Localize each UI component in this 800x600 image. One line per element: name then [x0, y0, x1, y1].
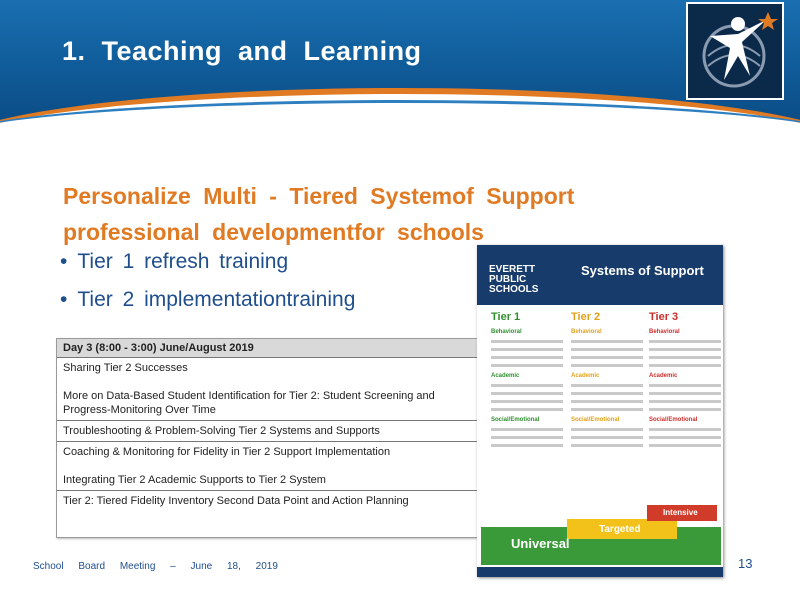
bullet-item: • Tier 1 refresh training — [60, 250, 355, 288]
slide-subtitle — [63, 178, 703, 250]
tier-label: Tier 3 — [649, 311, 679, 323]
section-label: Social/Emotional — [571, 417, 620, 423]
poster-column-tier1 — [491, 311, 563, 521]
section-label: Behavioral — [491, 329, 522, 335]
tier-label: Tier 2 — [571, 311, 601, 323]
poster-school-name: EVERETT PUBLIC SCHOOLS — [489, 264, 539, 295]
page-number: 13 — [738, 556, 753, 571]
slide-footer: School Board Meeting – June 18, 2019 — [33, 561, 278, 572]
section-label: Social/Emotional — [491, 417, 540, 423]
poster-pyramid — [477, 508, 723, 577]
section-label: Behavioral — [571, 329, 602, 335]
training-schedule-table — [56, 338, 478, 538]
level-label: Targeted — [599, 524, 641, 535]
poster-footer — [477, 567, 723, 577]
table-cell: Troubleshooting & Problem-Solving Tier 2 Systems and Supports — [63, 425, 380, 437]
table-row — [57, 491, 477, 511]
section-label: Academic — [491, 373, 520, 379]
poster-column-tier2 — [571, 311, 643, 521]
poster-column-tier3 — [649, 311, 721, 521]
section-label: Social/Emotional — [649, 417, 698, 423]
section-label: Behavioral — [649, 329, 680, 335]
table-cell: Tier 2: Tiered Fidelity Inventory Second Data Point and Action Planning — [63, 495, 409, 507]
table-row — [57, 358, 477, 421]
table-row — [57, 421, 477, 442]
level-label: Universal — [511, 536, 570, 551]
bullet-item: • Tier 2 implementationtraining — [60, 288, 355, 326]
table-cell: Integrating Tier 2 Academic Supports to Tier 2 System — [63, 474, 326, 486]
section-label: Academic — [571, 373, 600, 379]
table-cell: Sharing Tier 2 Successes — [63, 362, 188, 374]
logo-icon — [688, 4, 782, 98]
table-cell: More on Data-Based Student Identification for Tier 2: Student Screening and Progress-Monitoring Over Time — [63, 390, 435, 416]
tier-label: Tier 1 — [491, 311, 521, 323]
table-header: Day 3 (8:00 - 3:00) June/August 2019 — [57, 339, 477, 358]
bullet-list — [60, 250, 355, 326]
section-label: Academic — [649, 373, 678, 379]
level-label: Intensive — [663, 508, 698, 517]
table-row — [57, 442, 477, 491]
slide-title: 1. Teaching and Learning — [62, 36, 422, 66]
district-logo — [686, 2, 784, 100]
poster-title: Systems of Support — [581, 263, 704, 278]
subtitle-line-2: professional developmentfor schools — [63, 219, 484, 245]
table-cell: Coaching & Monitoring for Fidelity in Tier 2 Support Implementation — [63, 446, 391, 458]
systems-of-support-poster — [477, 245, 723, 577]
subtitle-line-1: Personalize Multi - Tiered Systemof Support — [63, 183, 575, 209]
